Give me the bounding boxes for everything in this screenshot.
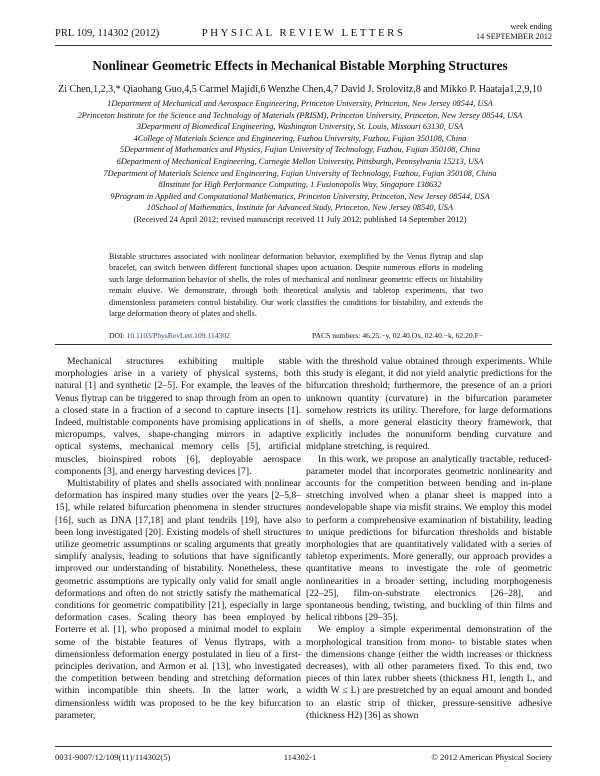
author-list: Zi Chen,1,2,3,* Qiaohang Guo,4,5 Carmel Majidi,6 Wenzhe Chen,4,7 David J. Srolovitz,8 and Mikko P. Haataja1,2,9,10	[58, 84, 542, 95]
left-column	[55, 356, 301, 722]
affiliation: 3Department of Biomedical Engineering, Washington University, St. Louis, Missouri 63130, USA	[136, 122, 464, 132]
doi-link[interactable]: 10.1103/PhysRevLett.109.114302	[126, 331, 230, 340]
copyright: © 2012 American Physical Society	[431, 752, 552, 762]
affiliation: 6Department of Mechanical Engineering, Carnegie Mellon University, Pittsburgh, Pennsylvania 15213, USA	[116, 156, 484, 166]
journal-name: PHYSICAL REVIEW LETTERS	[201, 27, 406, 39]
body-paragraph: Multistability of plates and shells associated with nonlinear deformation has inspired many studies over the years [2–5,8–15], while related bifurcation phenomena in slender structures [16], such as DNA [17,18] and plant tendrils [19], have also been long investigated [20]. Existing models of shell structures utilize geometric assumptions or scaling arguments that greatly simplify analysis, leading to solutions that have significantly improved our understanding of bistability. Nonetheless, these geometric assumptions are typically only valid for small angle deformations and often do not strictly satisfy the mathematical conditions for geometric compatibility [21], especially in large deformation cases. Scaling theory has been employed by Forterre et al. [1], who proposed a minimal model to explain some of the bistable features of Venus flytraps, with a dimensionless deformation energy postulated in lieu of a first-principles derivation, and Armon et al. [13], who investigated the competition between bending and stretching deformation within incompatible thin sheets. In the latter work, a dimensionless width was proposed to be the key bifurcation parameter,	[55, 478, 301, 721]
body-paragraph: Mechanical structures exhibiting multiple stable morphologies arise in a variety of physical systems, both natural [1] and synthetic [2–5]. For example, the leaves of the Venus flytrap can be triggered to snap through from an open to a closed state in a fraction of a second to capture insects [1]. Indeed, multistable components have promising applications in micropumps, valves, shape-changing mirrors in adaptive optical systems, mechanical memory cells [5], artificial muscles, bioinspired robots [6], deployable aerospace components [3], and energy harvesting devices [7].	[55, 356, 301, 477]
page-number: 114302-1	[283, 752, 317, 762]
footer-rule	[55, 746, 552, 747]
affiliation: 2Princeton Institute for the Science and Technology of Materials (PRISM), Princeton University, Princeton, New Jersey 08544, USA	[77, 110, 523, 120]
doi-line	[109, 331, 230, 340]
affiliation: 9Program in Applied and Computational Mathematics, Princeton University, Princeton, New Jersey 08544, USA	[110, 191, 490, 201]
affiliation: 1Department of Mechanical and Aerospace Engineering, Princeton University, Princeton, New Jersey 08544, USA	[107, 99, 493, 108]
affiliation: 8Institute for High Performance Computing, 1 Fusionopolis Way, Singapore 138632	[158, 180, 442, 190]
doi-label: DOI:	[109, 331, 125, 340]
journal-reference: PRL 109, 114302 (2012)	[55, 28, 160, 39]
right-column	[306, 356, 552, 722]
body-paragraph: with the threshold value obtained through experiments. While this study is elegant, it did not yield analytic predictions for the bifurcation threshold; furthermore, the presence of an a priori unknown quantity (curvature) in the bifurcation parameter somehow restricts its utility. Therefore, for large deformations of shells, a more general elasticity theory framework, that explicitly includes the nonuniform bending curvature and midplane stretching, is required.	[306, 356, 552, 453]
running-header	[55, 22, 552, 44]
affiliations	[20, 98, 580, 226]
footer-code: 0031-9007/12/109(11)/114302(5)	[55, 752, 171, 762]
affiliation: 4College of Materials Science and Engineering, Fuzhou University, Fuzhou, Fujian 350108, China	[133, 133, 467, 143]
abstract: Bistable structures associated with nonlinear deformation behavior, exemplified by the Venus flytrap and slap bracelet, can switch between different functional shapes upon actuation. Despite numerous efforts in modeling such large deformation behavior of shells, the roles of mechanical and nonlinear geometric effects on bistability remain elusive. We demonstrate, through both theoretical analysis and tabletop experiments, that two dimensionless parameters control bistability. Our work classifies the conditions for bistability, and extends the large deformation theory of plates and shells.	[109, 252, 483, 319]
affiliation: 7Department of Materials Science and Engineering, Fujian University of Technology, Fuzhou, Fujian 350108, China	[103, 168, 497, 178]
affiliation: 10School of Mathematics, Institute for Advanced Study, Princeton, New Jersey 08540, USA	[146, 203, 454, 213]
body-paragraph: In this work, we propose an analytically tractable, reduced-parameter model that incorporates geometric nonlinearity and accounts for the competition between bending and in-plane stretching involved when a planar sheet is mapped into a nondevelopable shape via misfit strains. We employ this model to perform a comprehensive examination of bistability, leading to unique predictions for bifurcation thresholds and bistable morphologies that are quantitatively validated with a series of tabletop experiments. More generally, our approach provides a quantitative means to investigate the role of geometric nonlinearities in a broader setting, including morphogenesis [22–25], film-on-substrate electronics [26–28], and spontaneous bending, twisting, and buckling of thin films and helical ribbons [29–35].	[306, 453, 552, 624]
header-rule	[55, 45, 552, 46]
issue-date	[476, 22, 552, 41]
pacs-numbers: PACS numbers: 46.25.−y, 02.40.Ox, 02.40.−k, 62.20.F−	[312, 331, 484, 340]
body-paragraph: We employ a simple experimental demonstration of the morphological transition from mono- to bistable states when the dimensions change (either the width increases or thickness decreases), with all other parameters fixed. To this end, two pieces of thin latex rubber sheets (thickness H1, length L, and width W ≤ L) are prestretched by an equal amount and bonded to an elastic strip of thicker, pressure-sensitive adhesive (thickness H2) [36] as shown	[306, 624, 552, 721]
date-label: 14 SEPTEMBER 2012	[476, 31, 552, 41]
abstract-rule	[55, 344, 552, 345]
paper-title: Nonlinear Geometric Effects in Mechanical Bistable Morphing Structures	[92, 58, 508, 73]
week-label: week ending	[510, 22, 552, 31]
affiliation: 5Department of Mathematics and Physics, Fujian University of Technology, Fuzhou, Fujian 350108, China	[119, 145, 481, 155]
received-dates: (Received 24 April 2012; revised manuscript received 11 July 2012; published 14 September 2012)	[133, 214, 467, 224]
